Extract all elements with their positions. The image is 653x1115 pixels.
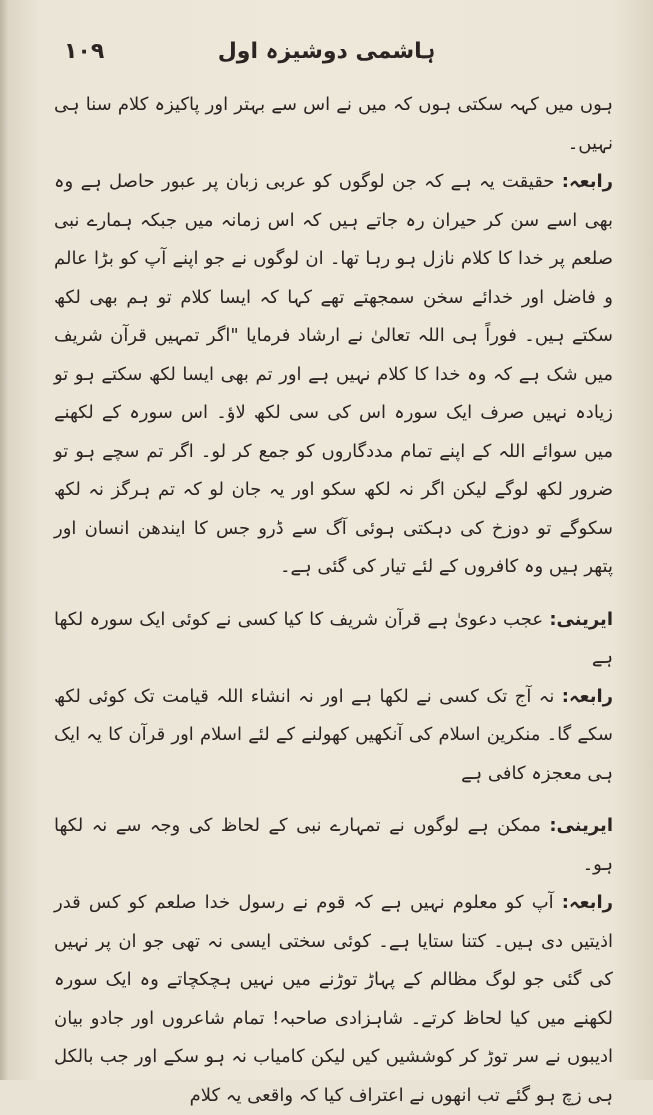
running-title: ہاشمی دوشیزہ اول <box>217 39 436 64</box>
dialogue-paragraph <box>54 807 613 884</box>
dialogue-paragraph <box>54 678 613 794</box>
dialogue-paragraph <box>54 163 613 587</box>
speaker-name: رابعہ: <box>561 892 613 913</box>
paragraph-text: ممکن ہے لوگوں نے تمہارے نبی کے لحاظ کی وجہ سے نہ لکھا ہو۔ <box>54 815 613 875</box>
page-body <box>54 86 613 1115</box>
paragraph-text: ہوں میں کہہ سکتی ہوں کہ میں نے اس سے بہتر اور پاکیزہ کلام سنا ہی نہیں۔ <box>54 94 613 154</box>
page-number: ١٠٩ <box>64 39 105 64</box>
speaker-name: رابعہ: <box>561 685 613 707</box>
paragraph-text: نہ آج تک کسی نے لکھا ہے اور نہ انشاء اللہ قیامت تک کوئی لکھ سکے گا۔ منکرین اسلام کی آنکھیں کھولنے کے لئے اسلام اور قرآن کا یہ ایک ہی معجزہ کافی ہے <box>54 685 613 784</box>
paragraph-text: عجب دعویٰ ہے قرآن شریف کا کیا کسی نے کوئی ایک سورہ لکھا ہے <box>54 608 613 668</box>
paragraph <box>54 86 613 163</box>
page-header <box>40 34 613 70</box>
speaker-name: رابعہ: <box>561 171 613 192</box>
speaker-name: ایرینی: <box>549 608 613 630</box>
page-binding-edge <box>0 0 10 1080</box>
speaker-name: ایرینی: <box>549 815 613 836</box>
paragraph-text: حقیقت یہ ہے کہ جن لوگوں کو عربی زبان پر عبور حاصل ہے وہ بھی اسے سن کر حیران رہ جاتے ہیں کہ اس زمانہ میں جبکہ ہمارے نبی صلعم پر خدا کا کلام نازل ہو رہا تھا۔ ان لوگوں نے جو اپنے آپ کو بڑا عالم و فاضل اور خدائے سخن سمجھتے تھے کہا کہ ایسا کلام تو ہم بھی لکھ سکتے ہیں۔ فوراً ہی اللہ تعالیٰ نے ارشاد فرمایا "اگر تمہیں قرآن شریف میں شک ہے کہ وہ خدا کا کلام نہیں ہے اور تم بھی ایسا لکھ سکتے ہو تو زیادہ نہیں صرف ایک سورہ اس کی سی لکھ لاؤ۔ اس سورہ کے لکھنے میں سوائے اللہ کے اپنے تمام مددگاروں کو جمع کر لو۔ اگر تم سچے ہو تو ضرور لکھ لوگے لیکن اگر نہ لکھ سکو اور یہ جان لو کہ تم ہرگز نہ لکھ سکوگے تو دوزخ کی دہکتی ہوئی آگ سے ڈرو جس کا ایندھن انسان اور پتھر ہیں وہ کافروں کے لئے تیار کی گئی ہے۔ <box>54 171 613 577</box>
dialogue-paragraph <box>54 601 613 678</box>
paragraph-text: آپ کو معلوم نہیں ہے کہ قوم نے رسول خدا صلعم کو کس قدر اذیتیں دی ہیں۔ کتنا ستایا ہے۔ کوئی سختی ایسی نہ تھی جو ان پر نہیں کی گئی جو لوگ مظالم کے پہاڑ توڑنے میں نہیں ہچکچاتے وہ ایک سورہ لکھنے میں کیا لحاظ کرتے۔ شاہزادی صاحبہ! تمام شاعروں اور جادو بیان ادیبوں نے سر توڑ کر کوششیں کیں لیکن کامیاب نہ ہو سکے اور جب بالکل ہی زچ ہو گئے تب انھوں نے اعتراف کیا کہ واقعی یہ کلام <box>54 892 613 1106</box>
dialogue-paragraph <box>54 884 613 1115</box>
